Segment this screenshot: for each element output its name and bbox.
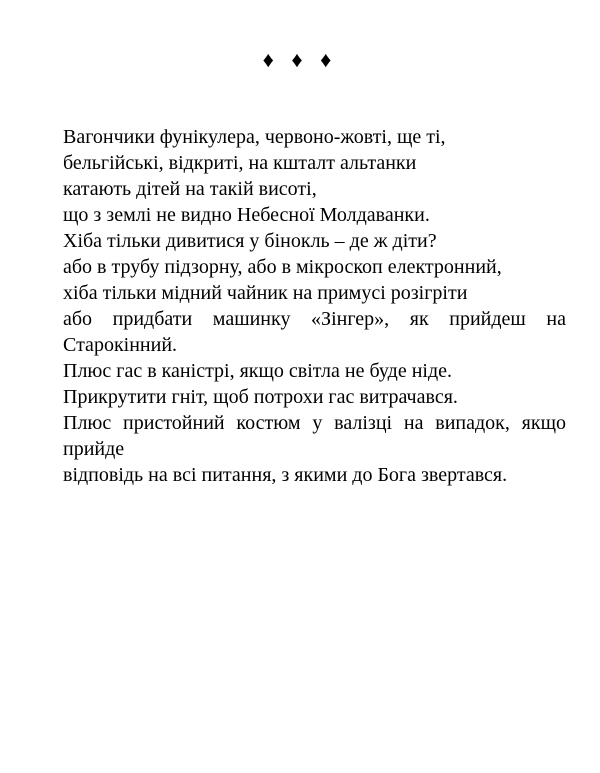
- poem-line: або в трубу підзорну, або в мікроскоп електронний,: [63, 256, 502, 278]
- poem-line: що з землі не видно Небесної Молдаванки.: [63, 204, 430, 226]
- poem-line: бельгійські, відкриті, на кшталт альтанки: [63, 152, 417, 174]
- poem-line: або придбати машинку «Зінгер», як прийдеш на Старокінний.: [63, 308, 566, 356]
- poem-line: хіба тільки мідний чайник на примусі розігріти: [63, 282, 468, 304]
- poem-line: Плюс гас в каністрі, якщо світла не буде ніде.: [63, 360, 453, 382]
- poem-line: Хіба тільки дивитися у бінокль – де ж діти?: [63, 230, 437, 252]
- poem-text: [63, 124, 566, 488]
- poem-line: відповідь на всі питання, з якими до Бога звертався.: [63, 464, 508, 486]
- poem-line: Плюс пристойний костюм у валізці на випадок, якщо прийде: [63, 412, 566, 460]
- poem-line: Прикрутити гніт, щоб потрохи гас витрачався.: [63, 386, 458, 408]
- poem-line: катають дітей на такій висоті,: [63, 178, 317, 200]
- ornament-divider: ♦ ♦ ♦: [262, 47, 338, 72]
- poem-line: Вагончики фунікулера, червоно-жовті, ще ті,: [63, 126, 446, 148]
